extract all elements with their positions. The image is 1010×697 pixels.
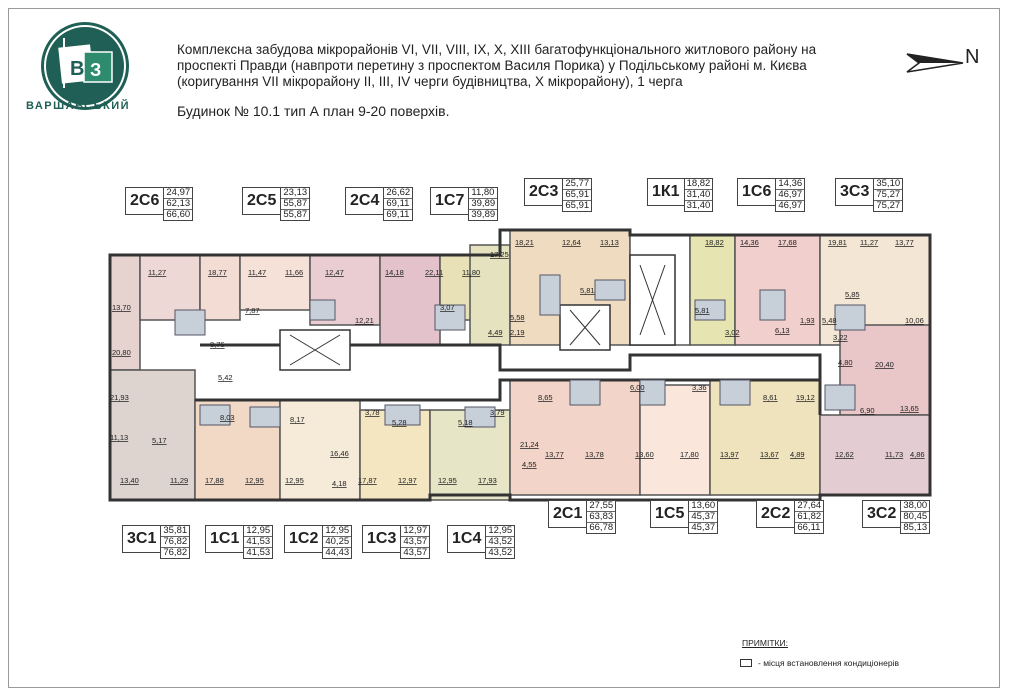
room-area-label: 4,80 bbox=[838, 358, 853, 367]
unit-tag-1c5 bbox=[650, 500, 718, 534]
unit-code: 2С4 bbox=[345, 187, 383, 215]
room-area-label: 5,17 bbox=[152, 436, 167, 445]
room-area-label: 11,27 bbox=[148, 268, 167, 277]
room-area-label: 12,47 bbox=[325, 268, 344, 277]
room-area-label: 12,95 bbox=[438, 476, 457, 485]
room-area-label: 3,22 bbox=[833, 333, 848, 342]
unit-code: 1С4 bbox=[447, 525, 485, 553]
room-area-label: 11,27 bbox=[860, 238, 879, 247]
room-area-label: 11,66 bbox=[285, 268, 304, 277]
room-area-label: 12,62 bbox=[835, 450, 854, 459]
room-area-label: 4,55 bbox=[522, 460, 537, 469]
unit-areas: 24,97 62,13 66,60 bbox=[163, 187, 193, 221]
room-area-label: 4,89 bbox=[790, 450, 805, 459]
unit-code: 2С2 bbox=[756, 500, 794, 528]
room-area-label: 17,68 bbox=[778, 238, 797, 247]
room-area-label: 18,77 bbox=[208, 268, 227, 277]
room bbox=[240, 255, 310, 310]
unit-tag-2c5 bbox=[242, 187, 310, 221]
unit-areas: 12,97 43,57 43,57 bbox=[400, 525, 430, 559]
room-area-label: 14,36 bbox=[740, 238, 759, 247]
unit-tag-1c2 bbox=[284, 525, 352, 559]
project-description bbox=[177, 42, 877, 90]
room-area-label: 3,36 bbox=[692, 383, 707, 392]
unit-areas: 35,81 76,82 76,82 bbox=[160, 525, 190, 559]
unit-tag-2c2 bbox=[756, 500, 824, 534]
svg-text:В: В bbox=[70, 58, 85, 80]
room-area-label: 11,13 bbox=[110, 433, 129, 442]
room-area-label: 13,78 bbox=[585, 450, 604, 459]
room-area-label: 5,58 bbox=[510, 313, 525, 322]
notes-title: ПРИМІТКИ: bbox=[742, 638, 788, 648]
room-area-label: 8,76 bbox=[210, 340, 225, 349]
room-area-label: 17,80 bbox=[680, 450, 699, 459]
unit-tag-2c3 bbox=[524, 178, 592, 212]
unit-areas: 13,60 45,37 45,37 bbox=[688, 500, 718, 534]
bathroom bbox=[540, 275, 560, 315]
room-area-label: 4,86 bbox=[910, 450, 925, 459]
bathroom bbox=[595, 280, 625, 300]
north-arrow-icon bbox=[905, 48, 995, 78]
room-area-label: 12,21 bbox=[355, 316, 374, 325]
room-area-label: 8,17 bbox=[290, 415, 305, 424]
room-area-label: 12,95 bbox=[285, 476, 304, 485]
description-line: проспекті Правди (навпроти перетину з проспектом Василя Порика) у Подільському районі м. Києва bbox=[177, 58, 807, 73]
description-line: (коригування VII мікрорайону II, III, IV черги будівництва, X мікрорайону), 1 черга bbox=[177, 74, 683, 89]
room-area-label: 2,19 bbox=[510, 328, 525, 337]
room-area-label: 20,40 bbox=[875, 360, 894, 369]
unit-areas: 26,62 69,11 69,11 bbox=[383, 187, 413, 221]
unit-areas: 25,77 65,91 65,91 bbox=[562, 178, 592, 212]
room-area-label: 17,25 bbox=[490, 250, 509, 259]
unit-code: 1С5 bbox=[650, 500, 688, 528]
bathroom bbox=[310, 300, 335, 320]
room-area-label: 1,93 bbox=[800, 316, 815, 325]
room-area-label: 11,80 bbox=[462, 268, 481, 277]
unit-code: 2С6 bbox=[125, 187, 163, 215]
room-area-label: 6,90 bbox=[860, 406, 875, 415]
unit-code: 3С1 bbox=[122, 525, 160, 553]
room-area-label: 19,81 bbox=[828, 238, 847, 247]
room-area-label: 20,80 bbox=[112, 348, 131, 357]
unit-code: 1С1 bbox=[205, 525, 243, 553]
room-area-label: 13,77 bbox=[545, 450, 564, 459]
unit-code: 1С7 bbox=[430, 187, 468, 215]
unit-areas: 12,95 41,53 41,53 bbox=[243, 525, 273, 559]
room-area-label: 5,18 bbox=[458, 418, 473, 427]
room-area-label: 21,93 bbox=[110, 393, 129, 402]
bathroom bbox=[570, 380, 600, 405]
room-area-label: 7,87 bbox=[245, 306, 260, 315]
room-area-label: 12,95 bbox=[245, 476, 264, 485]
air-conditioner-spot-icon bbox=[740, 659, 752, 667]
bathroom bbox=[825, 385, 855, 410]
room-area-label: 11,29 bbox=[170, 476, 189, 485]
building-subtitle: Будинок № 10.1 тип А план 9-20 поверхів. bbox=[177, 103, 450, 119]
room-area-label: 13,67 bbox=[760, 450, 779, 459]
room-area-label: 17,87 bbox=[358, 476, 377, 485]
unit-code: 2С1 bbox=[548, 500, 586, 528]
room-area-label: 13,70 bbox=[112, 303, 131, 312]
unit-tag-1c6 bbox=[737, 178, 805, 212]
room-area-label: 12,97 bbox=[398, 476, 417, 485]
room-area-label: 14,18 bbox=[385, 268, 404, 277]
room-area-label: 3,02 bbox=[725, 328, 740, 337]
room-area-label: 5,85 bbox=[845, 290, 860, 299]
room-area-label: 8,03 bbox=[220, 413, 235, 422]
room-area-label: 21,24 bbox=[520, 440, 539, 449]
room-area-label: 5,48 bbox=[822, 316, 837, 325]
unit-tag-3c3 bbox=[835, 178, 903, 212]
room-area-label: 5,42 bbox=[218, 373, 233, 382]
room-area-label: 5,81 bbox=[580, 286, 595, 295]
room-area-label: 17,93 bbox=[478, 476, 497, 485]
room-area-label: 12,64 bbox=[562, 238, 581, 247]
unit-areas: 27,55 63,83 66,78 bbox=[586, 500, 616, 534]
unit-tag-3c1 bbox=[122, 525, 190, 559]
unit-tag-1c3 bbox=[362, 525, 430, 559]
unit-tag-2c6 bbox=[125, 187, 193, 221]
room-area-label: 3,79 bbox=[490, 408, 505, 417]
room-area-label: 17,88 bbox=[205, 476, 224, 485]
unit-areas: 12,95 40,25 44,43 bbox=[322, 525, 352, 559]
unit-tag-1c7 bbox=[430, 187, 498, 221]
unit-code: 1С2 bbox=[284, 525, 322, 553]
logo-wordmark: ВАРШАВСЬКИЙ bbox=[25, 100, 131, 112]
bathroom bbox=[175, 310, 205, 335]
unit-code: 3С3 bbox=[835, 178, 873, 206]
room-area-label: 5,81 bbox=[695, 306, 710, 315]
unit-code: 2С5 bbox=[242, 187, 280, 215]
room-area-label: 3,07 bbox=[440, 303, 455, 312]
room-area-label: 4,18 bbox=[332, 479, 347, 488]
room-area-label: 11,47 bbox=[248, 268, 267, 277]
description-line: Комплексна забудова мікрорайонів VI, VII, VIII, IX, X, XIII багатофункціонального житлового району на bbox=[177, 42, 817, 57]
unit-code: 1К1 bbox=[647, 178, 684, 206]
unit-areas: 35,10 75,27 75,27 bbox=[873, 178, 903, 212]
unit-code: 3С2 bbox=[862, 500, 900, 528]
room-area-label: 4,49 bbox=[488, 328, 503, 337]
room-area-label: 5,28 bbox=[392, 418, 407, 427]
unit-code: 2С3 bbox=[524, 178, 562, 206]
room-area-label: 6,00 bbox=[630, 383, 645, 392]
unit-tag-1c4 bbox=[447, 525, 515, 559]
unit-areas: 23,13 55,87 55,87 bbox=[280, 187, 310, 221]
unit-areas: 14,36 46,97 46,97 bbox=[775, 178, 805, 212]
unit-tag-2c4 bbox=[345, 187, 413, 221]
room-area-label: 11,73 bbox=[885, 450, 904, 459]
unit-areas: 18,82 31,40 31,40 bbox=[684, 178, 714, 212]
unit-areas: 27,64 61,82 66,11 bbox=[794, 500, 824, 534]
room-area-label: 8,61 bbox=[763, 393, 778, 402]
notes-block bbox=[740, 638, 899, 668]
room-area-label: 18,82 bbox=[705, 238, 724, 247]
room-area-label: 3,78 bbox=[365, 408, 380, 417]
unit-areas: 12,95 43,52 43,52 bbox=[485, 525, 515, 559]
floor-plan bbox=[100, 175, 940, 545]
north-label: N bbox=[965, 46, 980, 68]
room-area-label: 13,60 bbox=[635, 450, 654, 459]
room-area-label: 10,06 bbox=[905, 316, 924, 325]
room-area-label: 8,65 bbox=[538, 393, 553, 402]
room-area-label: 16,46 bbox=[330, 449, 349, 458]
unit-code: 1С6 bbox=[737, 178, 775, 206]
room-area-label: 13,65 bbox=[900, 404, 919, 413]
room-area-label: 18,21 bbox=[515, 238, 534, 247]
room-area-label: 13,77 bbox=[895, 238, 914, 247]
room-area-label: 6,13 bbox=[775, 326, 790, 335]
unit-tag-1c1 bbox=[205, 525, 273, 559]
unit-areas: 38,00 80,45 85,13 bbox=[900, 500, 930, 534]
room bbox=[200, 255, 240, 320]
unit-areas: 11,80 39,89 39,89 bbox=[468, 187, 498, 221]
bathroom bbox=[760, 290, 785, 320]
bathroom bbox=[250, 407, 280, 427]
unit-code: 1С3 bbox=[362, 525, 400, 553]
svg-text:З: З bbox=[90, 60, 102, 80]
room-area-label: 13,40 bbox=[120, 476, 139, 485]
unit-tag-3c2 bbox=[862, 500, 930, 534]
bathroom bbox=[720, 380, 750, 405]
bathroom bbox=[835, 305, 865, 330]
unit-tag-2c1 bbox=[548, 500, 616, 534]
room-area-label: 19,12 bbox=[796, 393, 815, 402]
room-area-label: 13,13 bbox=[600, 238, 619, 247]
notes-legend: - місця встановлення кондиціонерів bbox=[758, 658, 899, 668]
room-area-label: 13,97 bbox=[720, 450, 739, 459]
unit-tag-1k1 bbox=[647, 178, 713, 212]
room-area-label: 22,11 bbox=[425, 268, 444, 277]
